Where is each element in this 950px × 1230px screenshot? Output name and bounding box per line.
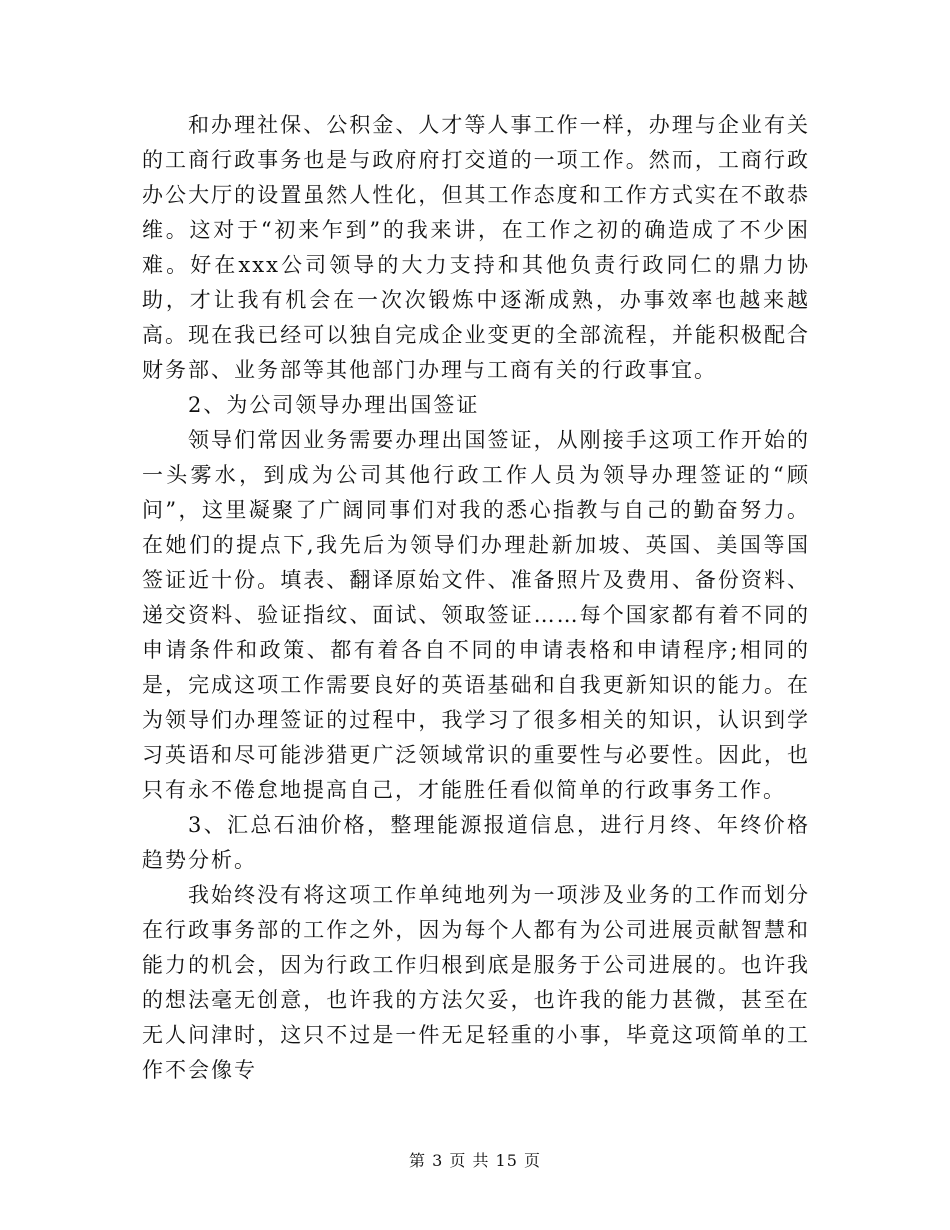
paragraph-business-affairs: 和办理社保、公积金、人才等人事工作一样，办理与企业有关的工商行政事务也是与政府府打交道的一项工作。然而，工商行政办公大厅的设置虽然人性化，但其工作态度和工作方式实在不敢恭维。这对于“初来乍到”的我来讲，在工作之初的确造成了不少困难。好在xxx公司领导的大力支持和其他负责行政同仁的鼎力协助，才让我有机会在一次次锻炼中逐渐成熟，办事效率也越来越高。现在我已经可以独自完成企业变更的全部流程，并能积极配合财务部、业务部等其他部门办理与工商有关的行政事宜。: [142, 113, 810, 382]
paragraph-oil-price: 我始终没有将这项工作单纯地列为一项涉及业务的工作而划分在行政事务部的工作之外，因为每个人都有为公司进展贡献智慧和能力的机会，因为行政工作归根到底是服务于公司进展的。也许我的想法毫无创意，也许我的方法欠妥，也许我的能力甚微，甚至在无人问津时，这只不过是一件无足轻重的小事，毕竟这项简单的工作不会像专: [142, 883, 810, 1082]
heading-visa: 2、为公司领导办理出国签证: [188, 393, 480, 417]
heading-oil-price: 3、汇总石油价格，整理能源报道信息，进行月终、年终价格趋势分析。: [142, 813, 810, 872]
page-number-footer: 第 3 页 共 15 页: [409, 1151, 541, 1170]
document-body: [142, 108, 810, 1088]
paragraph-visa: 领导们常因业务需要办理出国签证，从刚接手这项工作开始的一头雾水，到成为公司其他行政工作人员为领导办理签证的“顾问”，这里凝聚了广阔同事们对我的悉心指教与自己的勤奋努力。在她们的提点下,我先后为领导们办理赴新加坡、英国、美国等国签证近十份。填表、翻译原始文件、准备照片及费用、备份资料、递交资料、验证指纹、面试、领取签证……每个国家都有着不同的申请条件和政策、都有着各自不同的申请表格和申请程序;相同的是，完成这项工作需要良好的英语基础和自我更新知识的能力。在为领导们办理签证的过程中，我学习了很多相关的知识，认识到学习英语和尽可能涉猎更广泛领域常识的重要性与必要性。因此，也只有永不倦怠地提高自己，才能胜任看似简单的行政事务工作。: [142, 428, 810, 802]
